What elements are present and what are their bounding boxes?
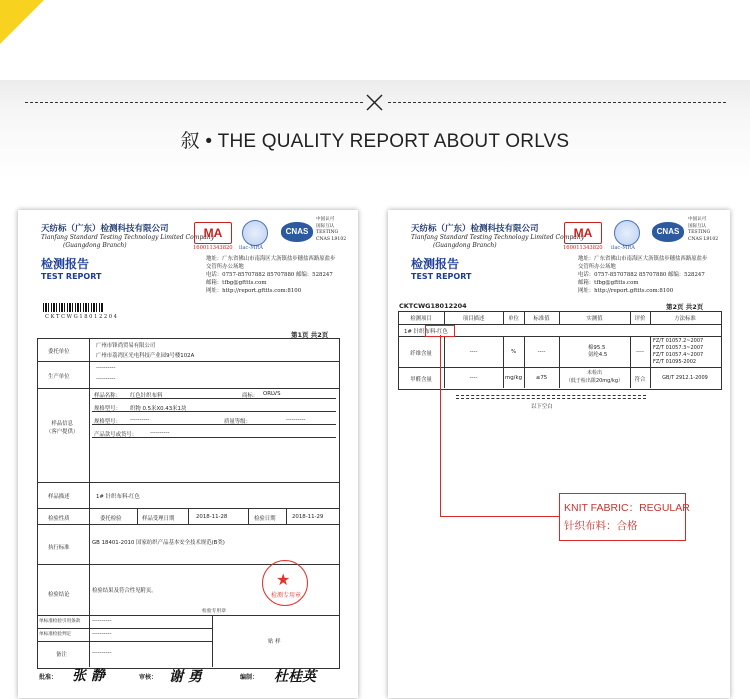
cnas-caption: 中国认可 国际互认 TESTING CNAS L9102 xyxy=(316,217,347,242)
divider-left xyxy=(25,102,363,103)
page-number: 第2页 共2页 xyxy=(666,303,704,311)
formaldehyde-desc: ---- xyxy=(469,375,478,381)
formaldehyde-measured: 未检出 （低于检出限20mg/kg） xyxy=(565,370,624,384)
header-unit: 单位 xyxy=(508,316,519,322)
header-measured: 实测值 xyxy=(586,316,603,322)
fiber-eval: ---- xyxy=(636,349,644,355)
company-branch: (Guangdong Branch) xyxy=(63,242,127,249)
sticker-label: 贴 样 xyxy=(268,639,281,645)
sample-desc-value: 1# 针织布料-红色 xyxy=(96,494,140,500)
client-value: 广州市锋尚贸易有限公司 xyxy=(96,343,156,349)
company-name-cn: 天纺标（广东）检测科技有限公司 xyxy=(411,224,539,234)
callout-leader-vertical xyxy=(440,335,441,516)
sample-desc-label: 样品描述 xyxy=(48,494,70,500)
compile-label: 编制： xyxy=(240,674,259,681)
end-line xyxy=(456,395,646,396)
formaldehyde-method: GB/T 2912.1-2009 xyxy=(662,375,708,381)
cross-icon xyxy=(365,93,384,112)
brand-label: 商标： xyxy=(242,393,259,399)
issue-stamp-note: 检验专用章 xyxy=(202,609,226,614)
fiber-measured: 棉95.5 氨纶4.5 xyxy=(588,345,608,358)
company-name-cn: 天纺标（广东）检测科技有限公司 xyxy=(41,224,169,234)
sample-name-value: 红色针织布料 xyxy=(130,393,163,399)
cma-logo: MA xyxy=(194,222,232,244)
spec-model-label: 规格型号： xyxy=(94,419,121,425)
test-type-value: 委托检验 xyxy=(100,516,122,522)
barcode-number: CKTCWG18012204 xyxy=(45,314,119,320)
official-stamp xyxy=(262,560,308,606)
report-title-cn: 检测报告 xyxy=(41,257,90,271)
doc-number: CKTCWG18012204 xyxy=(399,302,467,310)
remark-label-1: 单标准检验引用条款 xyxy=(39,619,81,624)
producer-line-2: ---------- xyxy=(96,376,116,382)
review-label: 审核： xyxy=(139,674,158,681)
lab-phone: 电话：0757-85707882 85707880 邮编：528247 xyxy=(578,272,705,278)
fiber-desc: ---- xyxy=(469,349,478,355)
brand-value: ORLVS xyxy=(263,391,281,397)
product-no-value: ---------- xyxy=(150,430,170,436)
end-line-2 xyxy=(456,398,646,399)
company-name-en: Tianfang Standard Testing Technology Limited Company xyxy=(411,234,585,241)
lab-website: 网址：http://report.gfttts.com:8100 xyxy=(206,288,302,294)
lab-email: 邮箱：tfbg@gfttts.com xyxy=(206,280,267,286)
fiber-methods: FZ/T 01057.2~2007 FZ/T 01057.3~2007 FZ/T 01057.4~2007 FZ/T 01095-2002 xyxy=(653,338,704,365)
fiber-unit: % xyxy=(510,349,517,355)
formaldehyde-unit: mg/kg xyxy=(504,375,523,381)
lab-phone: 电话：0757-85707882 85707880 邮编：528247 xyxy=(206,272,333,278)
cnas-logo: CNAS xyxy=(652,222,684,242)
ilac-mra-text: ilac-MRA xyxy=(611,245,636,251)
report-title-cn: 检测报告 xyxy=(411,257,460,271)
header-evaluation: 评价 xyxy=(634,316,646,322)
report-title-en: TEST REPORT xyxy=(41,272,102,281)
conclusion-value: 检验结果及符合性见附页。 xyxy=(92,588,157,594)
remark-value-1: ---------- xyxy=(92,618,112,624)
cma-number: 160011343820 xyxy=(563,245,603,251)
spec-label: 规格型号： xyxy=(94,406,121,412)
company-branch: (Guangdong Branch) xyxy=(433,242,497,249)
test-date-label: 检验日期 xyxy=(254,516,276,522)
received-value: 2018-11-28 xyxy=(196,514,228,520)
lab-website: 网址：http://report.gfttts.com:8100 xyxy=(578,288,674,294)
remark-value-2: ---------- xyxy=(92,631,112,637)
remark-value-3: ---------- xyxy=(92,650,112,656)
lab-address: 地址：广东省佛山市南海区大沥镇盐步穗盐西路原盐步 交管所办公场地 xyxy=(578,256,708,270)
compile-signature: 杜桂英 xyxy=(274,669,316,685)
page-number: 第1页 共2页 xyxy=(291,331,329,339)
report-page-1 xyxy=(18,210,358,698)
header-item: 检测项目 xyxy=(410,316,432,322)
stamp-text: 检测专用章 xyxy=(271,592,302,599)
test-date-value: 2018-11-29 xyxy=(292,514,324,520)
test-type-label: 检验性质 xyxy=(48,516,70,522)
grade-label: 质量等级： xyxy=(224,419,251,425)
grade-value: ---------- xyxy=(286,417,306,423)
report-title-en: TEST REPORT xyxy=(411,272,472,281)
section-title: 叙 • THE QUALITY REPORT ABOUT ORLVS xyxy=(180,131,570,152)
cma-logo: MA xyxy=(564,222,602,244)
corner-decoration xyxy=(0,0,44,44)
header-standard-value: 标准值 xyxy=(533,316,550,322)
fiber-item: 纤维含量 xyxy=(410,351,432,357)
producer-label: 生产单位 xyxy=(48,374,70,380)
ilac-mra-logo xyxy=(242,220,268,246)
star-icon: ★ xyxy=(276,570,291,589)
approve-label: 批准： xyxy=(39,674,58,681)
barcode xyxy=(43,303,103,312)
cnas-caption: 中国认可 国际互认 TESTING CNAS L9102 xyxy=(688,217,719,242)
formaldehyde-item: 甲醛含量 xyxy=(410,377,432,383)
divider-right xyxy=(388,102,726,103)
product-no-label: 产品款号或货号： xyxy=(94,432,138,438)
callout-leader-horizontal xyxy=(440,516,559,517)
producer-line-1: ---------- xyxy=(96,365,116,371)
remark-label-2: 单标准检验判定 xyxy=(39,632,72,637)
header-method: 方法标准 xyxy=(674,316,696,322)
ilac-mra-text: ilac-MRA xyxy=(239,245,264,251)
formaldehyde-std: ≤75 xyxy=(535,375,548,381)
sample-info-label: 样品信息 （客户提供） xyxy=(46,421,79,435)
blank-note: 以下空白 xyxy=(531,404,553,410)
callout-box xyxy=(559,493,690,541)
client-address: 广州市荔湾区光电科技产业园9号楼102A xyxy=(96,353,195,359)
header-description: 项目描述 xyxy=(462,316,485,322)
sample-row: 1# 针织布料-红色 xyxy=(404,329,448,335)
standard-value: GB 18401-2010 国家纺织产品基本安全技术规范(B类) xyxy=(92,540,225,546)
received-label: 样品受理日期 xyxy=(142,516,175,522)
conclusion-label: 检验结论 xyxy=(48,592,70,598)
lab-email: 邮箱：tfbg@gfttts.com xyxy=(578,280,639,286)
company-name-en: Tianfang Standard Testing Technology Limited Company xyxy=(41,234,215,241)
remark-label-3: 备注 xyxy=(56,652,67,658)
standard-label: 执行标准 xyxy=(48,545,70,551)
lab-address: 地址：广东省佛山市南海区大沥镇盐步穗盐西路原盐步 交管所办公场地 xyxy=(206,256,336,270)
review-signature: 谢 勇 xyxy=(169,669,202,685)
spec-value: 织物 0.5米X0.43米1块 xyxy=(130,406,187,412)
callout-line-2: 针织布料：合格 xyxy=(564,520,638,532)
ilac-mra-logo xyxy=(614,220,640,246)
spec-model-value: ---------- xyxy=(130,417,150,423)
approve-signature: 张 静 xyxy=(72,668,105,684)
cma-number: 160011343820 xyxy=(193,245,233,251)
sample-name-label: 样品名称： xyxy=(94,393,121,399)
cnas-logo: CNAS xyxy=(281,222,313,242)
client-label: 委托单位 xyxy=(48,349,70,355)
fiber-std: ---- xyxy=(537,349,546,355)
callout-line-1: KNIT FABRIC：REGULAR xyxy=(564,502,690,514)
formaldehyde-eval: 符合 xyxy=(634,377,646,383)
